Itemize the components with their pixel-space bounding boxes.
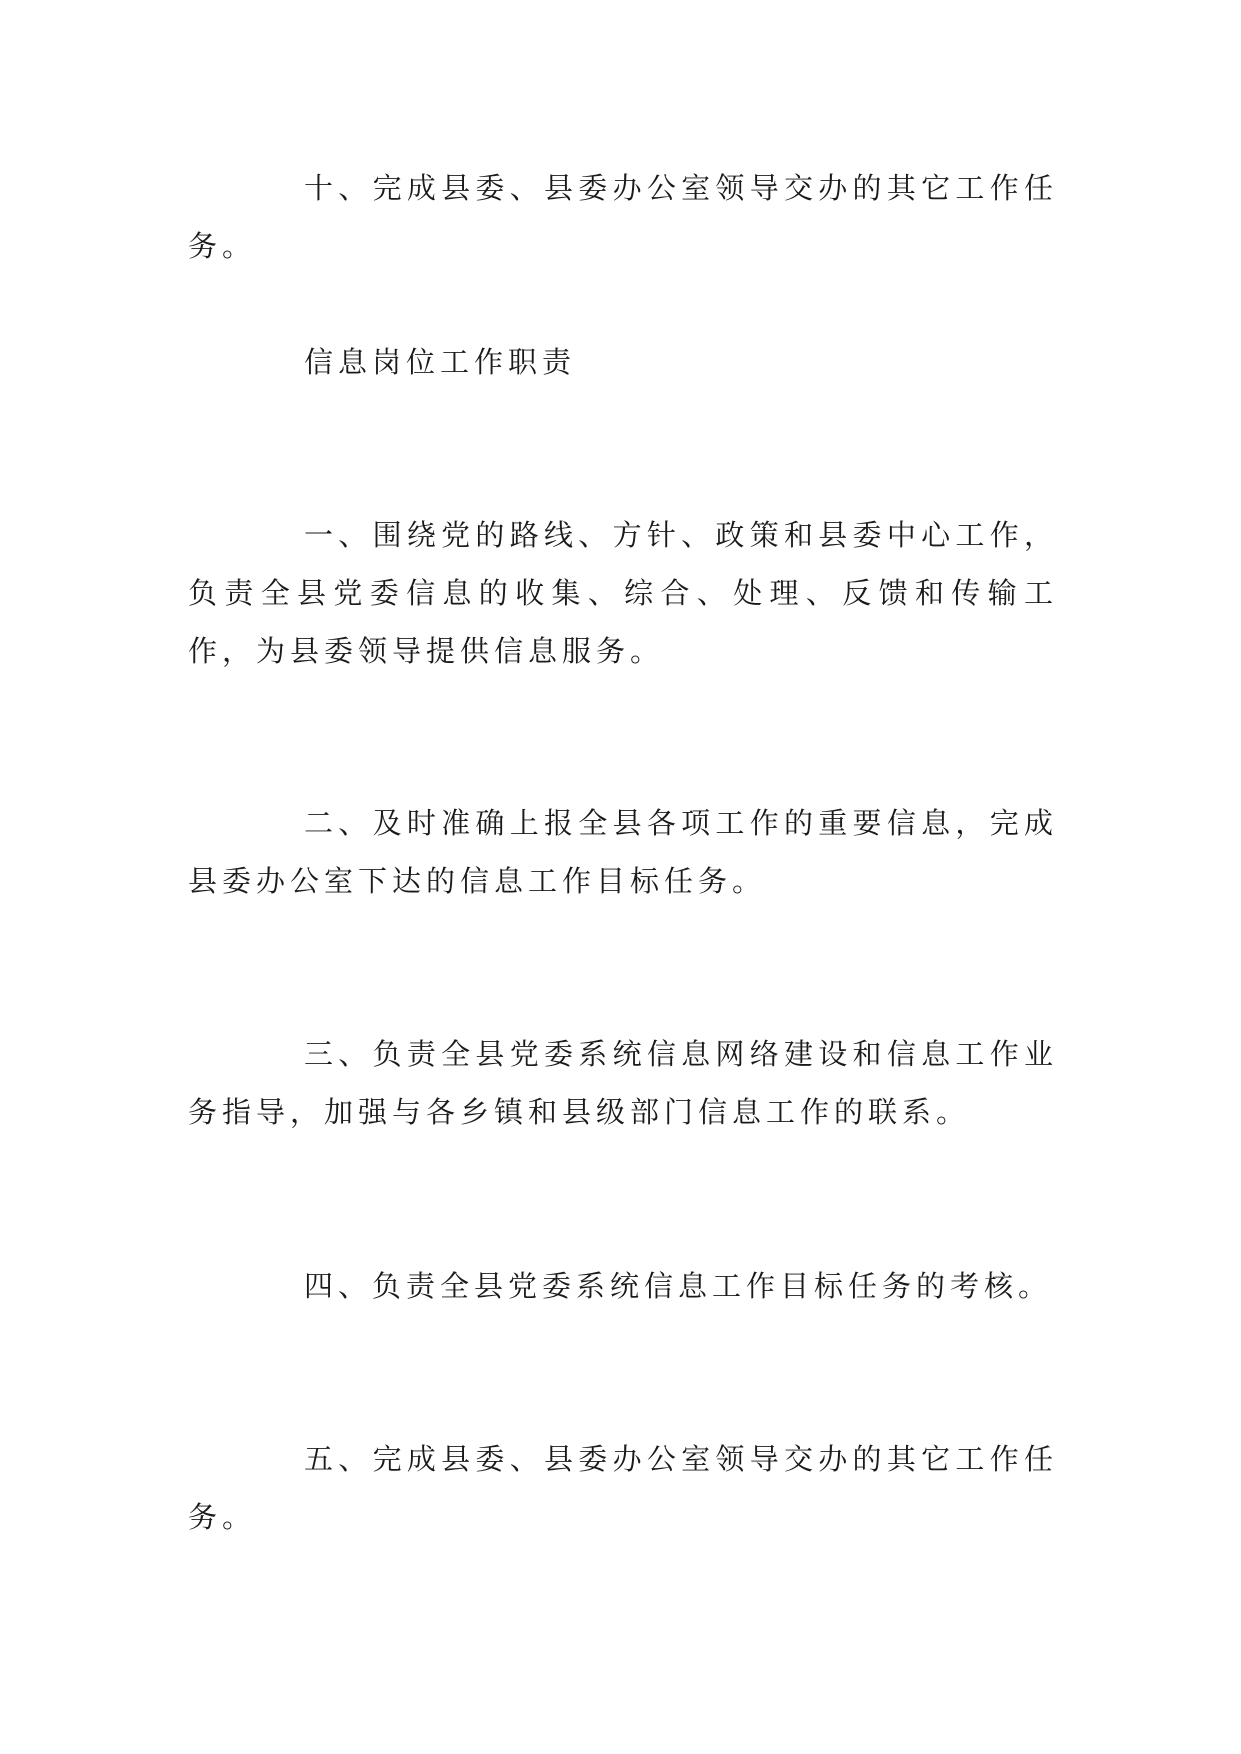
paragraph-item-ten: 十、完成县委、县委办公室领导交办的其它工作任务。 (188, 171, 1058, 263)
paragraph-item-one: 一、围绕党的路线、方针、政策和县委中心工作，负责全县党委信息的收集、综合、处理、反馈和传输工作，为县委领导提供信息服务。 (188, 518, 1058, 668)
paragraph-item-five: 五、完成县委、县委办公室领导交办的其它工作任务。 (188, 1442, 1058, 1534)
paragraph-item-four: 四、负责全县党委系统信息工作目标任务的考核。 (304, 1269, 1053, 1303)
paragraph-item-two: 二、及时准确上报全县各项工作的重要信息，完成县委办公室下达的信息工作目标任务。 (188, 806, 1058, 898)
paragraph-item-three: 三、负责全县党委系统信息网络建设和信息工作业务指导，加强与各乡镇和县级部门信息工作的联系。 (188, 1037, 1058, 1129)
section-heading: 信息岗位工作职责 (304, 345, 577, 379)
